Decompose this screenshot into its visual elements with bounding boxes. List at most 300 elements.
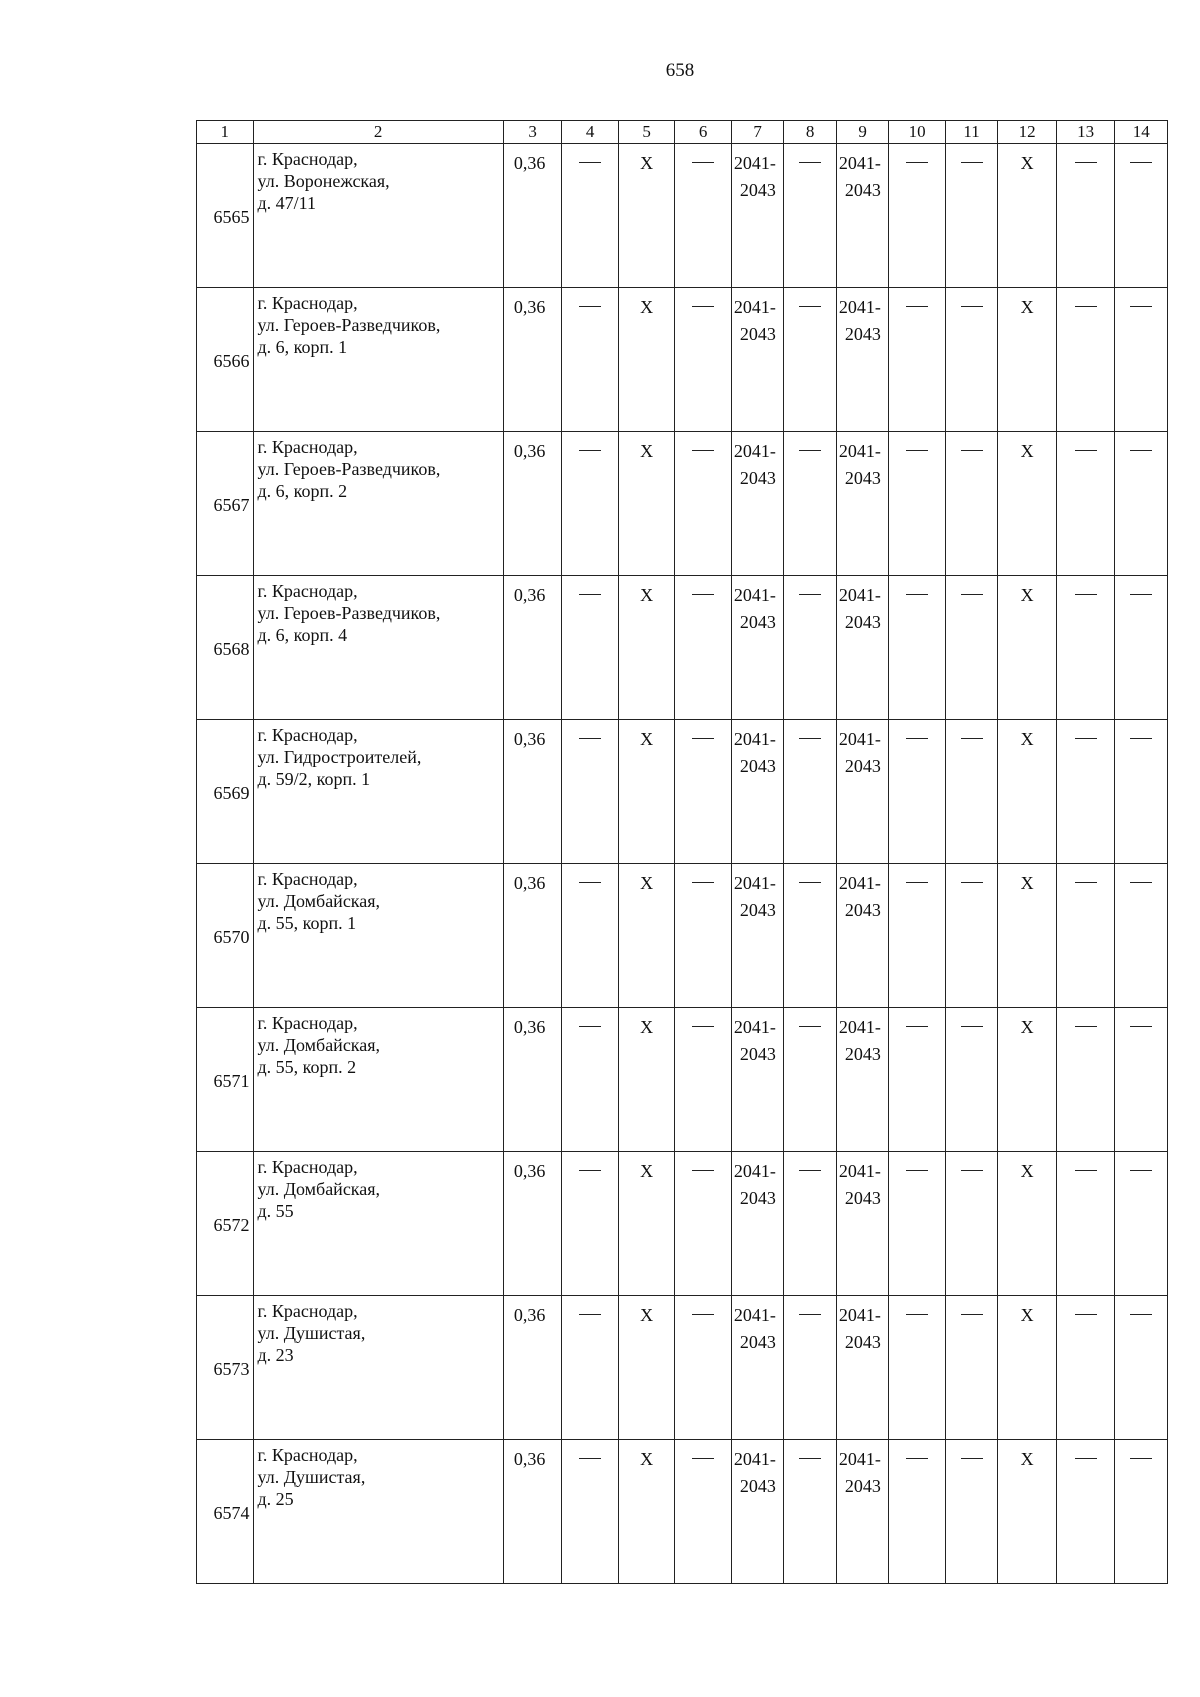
empty-dash-cell — [1115, 1296, 1168, 1440]
column-header: 4 — [562, 121, 619, 144]
dash-mark — [1130, 306, 1152, 307]
value-cell: 0,36 — [503, 864, 562, 1008]
period-end: 2043 — [739, 1476, 776, 1496]
row-number: 6565 — [197, 144, 254, 288]
table-row — [197, 432, 1168, 576]
value-cell: 0,36 — [503, 1440, 562, 1584]
dash-mark — [692, 594, 714, 595]
empty-dash-cell — [889, 1440, 946, 1584]
dash-mark — [799, 1026, 821, 1027]
empty-dash-cell — [562, 864, 619, 1008]
empty-dash-cell — [945, 576, 997, 720]
empty-dash-cell — [675, 432, 732, 576]
empty-dash-cell — [1056, 432, 1115, 576]
dash-mark — [906, 450, 928, 451]
dash-mark — [1130, 1026, 1152, 1027]
mark-cell: X — [618, 864, 675, 1008]
empty-dash-cell — [784, 720, 836, 864]
period-cell — [731, 1152, 783, 1296]
period-start: 2041- — [733, 1017, 776, 1037]
dash-mark — [1130, 1458, 1152, 1459]
address-cell — [253, 864, 503, 1008]
row-number: 6570 — [197, 864, 254, 1008]
dash-mark — [799, 1314, 821, 1315]
empty-dash-cell — [945, 432, 997, 576]
dash-mark — [906, 306, 928, 307]
period-cell — [836, 576, 888, 720]
header-row — [197, 121, 1168, 144]
address-house: д. 55 — [257, 1201, 294, 1221]
empty-dash-cell — [1115, 576, 1168, 720]
empty-dash-cell — [1115, 432, 1168, 576]
empty-dash-cell — [675, 1152, 732, 1296]
row-number: 6572 — [197, 1152, 254, 1296]
address-city: г. Краснодар, — [257, 437, 358, 457]
table-row — [197, 720, 1168, 864]
period-start: 2041- — [733, 153, 776, 173]
period-start: 2041- — [838, 585, 881, 605]
empty-dash-cell — [889, 1008, 946, 1152]
period-start: 2041- — [838, 441, 881, 461]
address-city: г. Краснодар, — [257, 1157, 358, 1177]
address-street: ул. Душистая, — [257, 1323, 366, 1343]
mark-cell: X — [618, 1008, 675, 1152]
dash-mark — [1130, 738, 1152, 739]
empty-dash-cell — [562, 720, 619, 864]
empty-dash-cell — [562, 432, 619, 576]
empty-dash-cell — [1056, 720, 1115, 864]
address-city: г. Краснодар, — [257, 725, 358, 745]
empty-dash-cell — [784, 144, 836, 288]
address-house: д. 55, корп. 2 — [257, 1057, 357, 1077]
dash-mark — [692, 1458, 714, 1459]
period-end: 2043 — [739, 1044, 776, 1064]
mark-cell: X — [618, 288, 675, 432]
column-header: 5 — [618, 121, 675, 144]
dash-mark — [961, 1458, 983, 1459]
dash-mark — [961, 162, 983, 163]
period-cell — [731, 864, 783, 1008]
empty-dash-cell — [945, 1152, 997, 1296]
mark-cell: X — [998, 576, 1057, 720]
empty-dash-cell — [945, 720, 997, 864]
dash-mark — [579, 1458, 601, 1459]
period-end: 2043 — [739, 468, 776, 488]
mark-cell: X — [618, 1152, 675, 1296]
mark-cell: X — [618, 1296, 675, 1440]
address-city: г. Краснодар, — [257, 869, 358, 889]
dash-mark — [1075, 594, 1097, 595]
address-house: д. 59/2, корп. 1 — [257, 769, 371, 789]
period-end: 2043 — [844, 324, 881, 344]
value-cell: 0,36 — [503, 144, 562, 288]
column-header: 8 — [784, 121, 836, 144]
empty-dash-cell — [945, 1296, 997, 1440]
period-end: 2043 — [739, 1332, 776, 1352]
empty-dash-cell — [784, 1008, 836, 1152]
empty-dash-cell — [562, 1296, 619, 1440]
mark-cell: X — [998, 288, 1057, 432]
value-cell: 0,36 — [503, 1296, 562, 1440]
table-row — [197, 1440, 1168, 1584]
period-cell — [836, 1296, 888, 1440]
period-start: 2041- — [838, 1449, 881, 1469]
dash-mark — [799, 594, 821, 595]
empty-dash-cell — [675, 288, 732, 432]
row-number: 6568 — [197, 576, 254, 720]
empty-dash-cell — [945, 144, 997, 288]
empty-dash-cell — [675, 864, 732, 1008]
period-start: 2041- — [838, 1017, 881, 1037]
dash-mark — [579, 882, 601, 883]
address-cell — [253, 1440, 503, 1584]
period-start: 2041- — [733, 1305, 776, 1325]
dash-mark — [1075, 162, 1097, 163]
empty-dash-cell — [1115, 720, 1168, 864]
dash-mark — [906, 1458, 928, 1459]
dash-mark — [579, 306, 601, 307]
column-header: 6 — [675, 121, 732, 144]
address-city: г. Краснодар, — [257, 293, 358, 313]
mark-cell: X — [998, 720, 1057, 864]
empty-dash-cell — [889, 720, 946, 864]
dash-mark — [1075, 1170, 1097, 1171]
row-number: 6566 — [197, 288, 254, 432]
dash-mark — [1075, 1458, 1097, 1459]
table-row — [197, 1152, 1168, 1296]
mark-cell: X — [998, 1152, 1057, 1296]
empty-dash-cell — [1056, 1440, 1115, 1584]
address-street: ул. Героев-Разведчиков, — [257, 315, 441, 335]
empty-dash-cell — [784, 432, 836, 576]
mark-cell: X — [618, 576, 675, 720]
address-cell — [253, 1152, 503, 1296]
value-cell: 0,36 — [503, 288, 562, 432]
period-cell — [836, 144, 888, 288]
dash-mark — [692, 1170, 714, 1171]
empty-dash-cell — [945, 1008, 997, 1152]
dash-mark — [579, 1026, 601, 1027]
empty-dash-cell — [675, 1008, 732, 1152]
empty-dash-cell — [889, 1296, 946, 1440]
period-start: 2041- — [838, 1161, 881, 1181]
dash-mark — [961, 1026, 983, 1027]
column-header: 1 — [197, 121, 254, 144]
empty-dash-cell — [784, 1296, 836, 1440]
empty-dash-cell — [562, 144, 619, 288]
column-header: 2 — [253, 121, 503, 144]
mark-cell: X — [998, 432, 1057, 576]
address-city: г. Краснодар, — [257, 1301, 358, 1321]
address-house: д. 23 — [257, 1345, 294, 1365]
address-house: д. 25 — [257, 1489, 294, 1509]
period-start: 2041- — [838, 729, 881, 749]
dash-mark — [906, 594, 928, 595]
mark-cell: X — [998, 144, 1057, 288]
dash-mark — [692, 450, 714, 451]
period-start: 2041- — [838, 1305, 881, 1325]
dash-mark — [1130, 162, 1152, 163]
empty-dash-cell — [889, 576, 946, 720]
dash-mark — [961, 1170, 983, 1171]
period-start: 2041- — [733, 1161, 776, 1181]
period-end: 2043 — [739, 180, 776, 200]
period-start: 2041- — [838, 153, 881, 173]
period-start: 2041- — [733, 297, 776, 317]
address-city: г. Краснодар, — [257, 149, 358, 169]
period-end: 2043 — [844, 1188, 881, 1208]
dash-mark — [906, 1170, 928, 1171]
dash-mark — [799, 738, 821, 739]
empty-dash-cell — [1056, 1152, 1115, 1296]
period-cell — [836, 1440, 888, 1584]
dash-mark — [799, 1458, 821, 1459]
mark-cell: X — [618, 432, 675, 576]
dash-mark — [961, 450, 983, 451]
period-start: 2041- — [838, 873, 881, 893]
empty-dash-cell — [1115, 1152, 1168, 1296]
dash-mark — [1130, 594, 1152, 595]
column-header: 10 — [889, 121, 946, 144]
period-cell — [836, 288, 888, 432]
empty-dash-cell — [945, 288, 997, 432]
empty-dash-cell — [945, 864, 997, 1008]
period-cell — [731, 1440, 783, 1584]
address-house: д. 47/11 — [257, 193, 317, 213]
empty-dash-cell — [675, 720, 732, 864]
address-street: ул. Гидростроителей, — [257, 747, 422, 767]
dash-mark — [1075, 738, 1097, 739]
dash-mark — [799, 1170, 821, 1171]
period-cell — [836, 864, 888, 1008]
table-row — [197, 864, 1168, 1008]
register-table — [196, 120, 1168, 1584]
dash-mark — [692, 1314, 714, 1315]
mark-cell: X — [998, 864, 1057, 1008]
dash-mark — [961, 882, 983, 883]
dash-mark — [906, 1314, 928, 1315]
empty-dash-cell — [562, 1152, 619, 1296]
empty-dash-cell — [1056, 144, 1115, 288]
dash-mark — [579, 1170, 601, 1171]
address-house: д. 55, корп. 1 — [257, 913, 357, 933]
address-street: ул. Героев-Разведчиков, — [257, 603, 441, 623]
period-cell — [731, 432, 783, 576]
table-row — [197, 1008, 1168, 1152]
period-cell — [836, 720, 888, 864]
dash-mark — [1075, 306, 1097, 307]
period-cell — [731, 1008, 783, 1152]
empty-dash-cell — [889, 144, 946, 288]
address-street: ул. Героев-Разведчиков, — [257, 459, 441, 479]
empty-dash-cell — [889, 864, 946, 1008]
mark-cell: X — [618, 720, 675, 864]
dash-mark — [579, 738, 601, 739]
address-cell — [253, 288, 503, 432]
address-street: ул. Душистая, — [257, 1467, 366, 1487]
period-cell — [836, 1008, 888, 1152]
empty-dash-cell — [1115, 144, 1168, 288]
dash-mark — [906, 882, 928, 883]
column-header: 14 — [1115, 121, 1168, 144]
period-end: 2043 — [739, 900, 776, 920]
dash-mark — [906, 1026, 928, 1027]
mark-cell: X — [998, 1440, 1057, 1584]
row-number: 6569 — [197, 720, 254, 864]
empty-dash-cell — [1056, 576, 1115, 720]
address-cell — [253, 144, 503, 288]
dash-mark — [906, 162, 928, 163]
row-number: 6571 — [197, 1008, 254, 1152]
empty-dash-cell — [784, 288, 836, 432]
dash-mark — [1075, 882, 1097, 883]
period-end: 2043 — [844, 468, 881, 488]
period-end: 2043 — [739, 324, 776, 344]
period-end: 2043 — [844, 180, 881, 200]
empty-dash-cell — [562, 576, 619, 720]
period-cell — [836, 1152, 888, 1296]
dash-mark — [961, 594, 983, 595]
page-number: 658 — [665, 60, 695, 81]
empty-dash-cell — [889, 288, 946, 432]
period-cell — [731, 1296, 783, 1440]
period-start: 2041- — [733, 441, 776, 461]
empty-dash-cell — [1056, 288, 1115, 432]
table-row — [197, 144, 1168, 288]
empty-dash-cell — [675, 1296, 732, 1440]
address-cell — [253, 576, 503, 720]
value-cell: 0,36 — [503, 1008, 562, 1152]
address-street: ул. Домбайская, — [257, 1035, 381, 1055]
row-number: 6567 — [197, 432, 254, 576]
empty-dash-cell — [1115, 1440, 1168, 1584]
period-start: 2041- — [733, 873, 776, 893]
dash-mark — [799, 306, 821, 307]
address-house: д. 6, корп. 4 — [257, 625, 348, 645]
row-number: 6574 — [197, 1440, 254, 1584]
empty-dash-cell — [675, 1440, 732, 1584]
period-end: 2043 — [844, 756, 881, 776]
column-header: 11 — [945, 121, 997, 144]
address-house: д. 6, корп. 1 — [257, 337, 348, 357]
dash-mark — [1075, 1314, 1097, 1315]
empty-dash-cell — [1056, 1008, 1115, 1152]
dash-mark — [692, 306, 714, 307]
dash-mark — [906, 738, 928, 739]
dash-mark — [1075, 1026, 1097, 1027]
dash-mark — [799, 450, 821, 451]
address-city: г. Краснодар, — [257, 1013, 358, 1033]
period-start: 2041- — [838, 297, 881, 317]
column-header: 9 — [836, 121, 888, 144]
empty-dash-cell — [784, 864, 836, 1008]
column-header: 7 — [731, 121, 783, 144]
table-row — [197, 288, 1168, 432]
row-number: 6573 — [197, 1296, 254, 1440]
dash-mark — [1130, 882, 1152, 883]
address-city: г. Краснодар, — [257, 581, 358, 601]
empty-dash-cell — [1056, 1296, 1115, 1440]
mark-cell: X — [618, 1440, 675, 1584]
address-cell — [253, 1296, 503, 1440]
period-start: 2041- — [733, 1449, 776, 1469]
column-header: 13 — [1056, 121, 1115, 144]
period-end: 2043 — [844, 1044, 881, 1064]
dash-mark — [961, 306, 983, 307]
address-street: ул. Домбайская, — [257, 1179, 381, 1199]
empty-dash-cell — [1115, 288, 1168, 432]
address-city: г. Краснодар, — [257, 1445, 358, 1465]
empty-dash-cell — [675, 576, 732, 720]
empty-dash-cell — [784, 1440, 836, 1584]
column-header: 3 — [503, 121, 562, 144]
empty-dash-cell — [1115, 1008, 1168, 1152]
empty-dash-cell — [1056, 864, 1115, 1008]
empty-dash-cell — [784, 576, 836, 720]
dash-mark — [692, 162, 714, 163]
period-end: 2043 — [844, 900, 881, 920]
address-cell — [253, 432, 503, 576]
dash-mark — [799, 162, 821, 163]
address-cell — [253, 1008, 503, 1152]
address-street: ул. Домбайская, — [257, 891, 381, 911]
dash-mark — [579, 162, 601, 163]
mark-cell: X — [998, 1008, 1057, 1152]
period-cell — [836, 432, 888, 576]
dash-mark — [579, 450, 601, 451]
dash-mark — [1130, 1170, 1152, 1171]
table-row — [197, 576, 1168, 720]
period-end: 2043 — [739, 1188, 776, 1208]
empty-dash-cell — [945, 1440, 997, 1584]
column-header: 12 — [998, 121, 1057, 144]
dash-mark — [692, 1026, 714, 1027]
value-cell: 0,36 — [503, 720, 562, 864]
dash-mark — [799, 882, 821, 883]
period-start: 2041- — [733, 585, 776, 605]
period-end: 2043 — [844, 612, 881, 632]
period-start: 2041- — [733, 729, 776, 749]
period-end: 2043 — [739, 756, 776, 776]
dash-mark — [961, 1314, 983, 1315]
table-row — [197, 1296, 1168, 1440]
dash-mark — [1075, 450, 1097, 451]
value-cell: 0,36 — [503, 432, 562, 576]
empty-dash-cell — [1115, 864, 1168, 1008]
value-cell: 0,36 — [503, 1152, 562, 1296]
period-cell — [731, 144, 783, 288]
empty-dash-cell — [675, 144, 732, 288]
dash-mark — [579, 594, 601, 595]
period-end: 2043 — [739, 612, 776, 632]
address-cell — [253, 720, 503, 864]
dash-mark — [692, 738, 714, 739]
dash-mark — [1130, 1314, 1152, 1315]
address-house: д. 6, корп. 2 — [257, 481, 348, 501]
mark-cell: X — [998, 1296, 1057, 1440]
value-cell: 0,36 — [503, 576, 562, 720]
address-street: ул. Воронежская, — [257, 171, 390, 191]
dash-mark — [692, 882, 714, 883]
period-cell — [731, 288, 783, 432]
period-end: 2043 — [844, 1332, 881, 1352]
mark-cell: X — [618, 144, 675, 288]
period-cell — [731, 720, 783, 864]
period-cell — [731, 576, 783, 720]
empty-dash-cell — [562, 1440, 619, 1584]
empty-dash-cell — [889, 1152, 946, 1296]
empty-dash-cell — [562, 288, 619, 432]
